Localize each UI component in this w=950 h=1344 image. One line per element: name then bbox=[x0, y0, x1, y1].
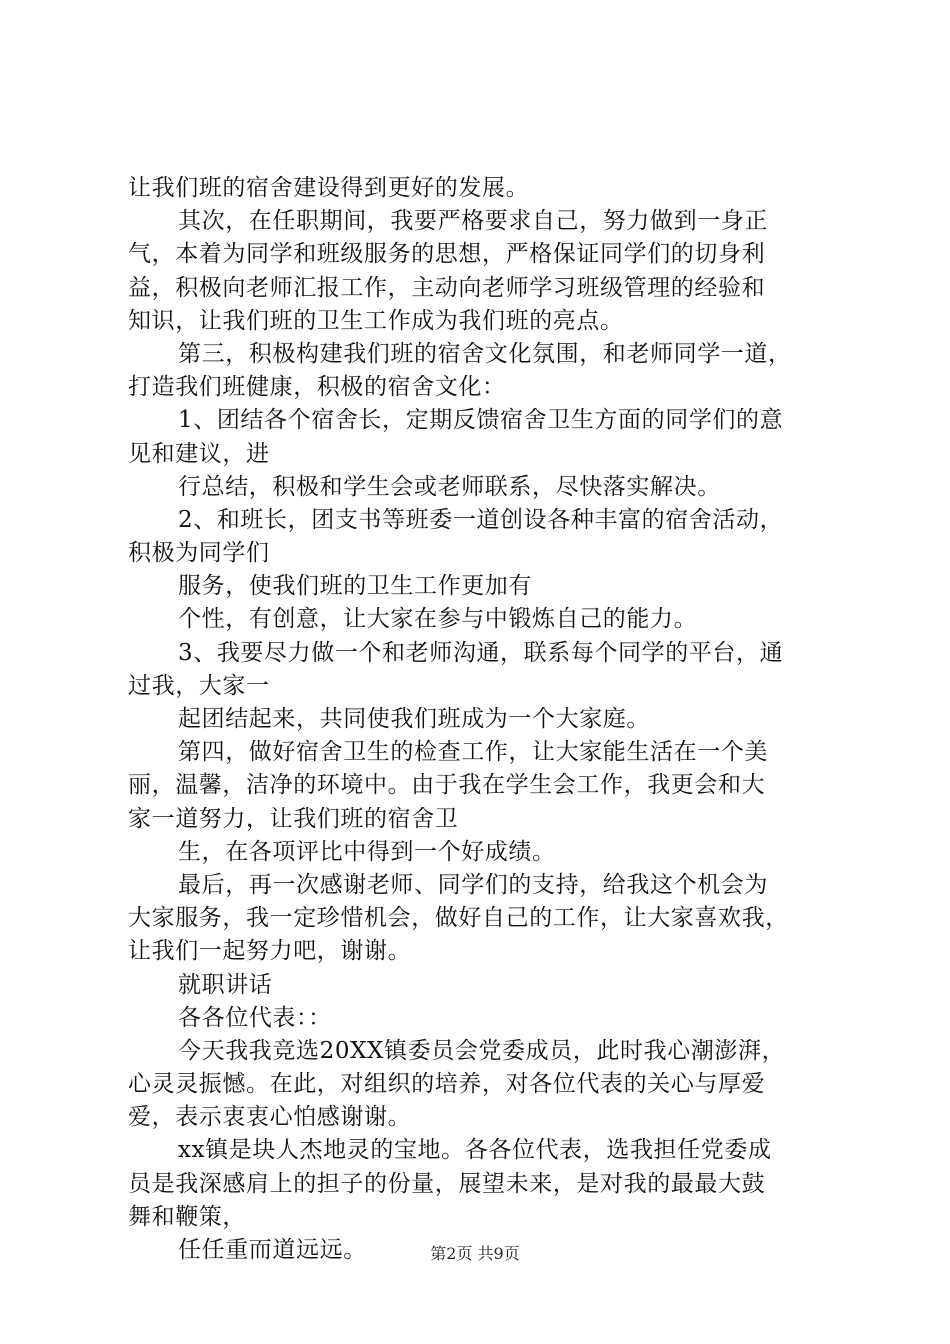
text-line: 益，积极向老师汇报工作，主动向老师学习班级管理的经验和 bbox=[128, 274, 766, 301]
text-line: 过我，大家一 bbox=[128, 672, 270, 699]
text-line: 第四，做好宿舍卫生的检查工作，让大家能生活在一个美 bbox=[178, 739, 768, 766]
text-line: 知识，让我们班的卫生工作成为我们班的亮点。 bbox=[128, 307, 624, 334]
page-footer: 第2页 共9页 bbox=[430, 1244, 520, 1263]
text-line: 服务，使我们班的卫生工作更加有 bbox=[178, 573, 532, 600]
text-line: 积极为同学们 bbox=[128, 540, 270, 567]
text-line: xx镇是块人杰地灵的宝地。各各位代表，选我担任党委成 bbox=[178, 1137, 772, 1164]
text-line: 3、我要尽力做一个和老师沟通，联系每个同学的平台，通 bbox=[178, 639, 784, 666]
text-line: 让我们班的宿舍建设得到更好的发展。 bbox=[128, 175, 530, 201]
text-line: 最后，再一次感谢老师、同学们的支持，给我这个机会为 bbox=[178, 871, 768, 898]
text-line: 心灵灵振憾。在此，对组织的培养，对各位代表的关心与厚爱 bbox=[128, 1071, 766, 1098]
text-line: 大家服务，我一定珍惜机会，做好自己的工作，让大家喜欢我， bbox=[128, 905, 789, 932]
text-line: 生，在各项评比中得到一个好成绩。 bbox=[178, 838, 556, 865]
text-line: 就职讲话 bbox=[178, 971, 273, 998]
text-line: 丽，温馨，洁净的环境中。由于我在学生会工作，我更会和大 bbox=[128, 772, 766, 799]
text-line: 第三，积极构建我们班的宿舍文化氛围，和老师同学一道， bbox=[178, 340, 792, 367]
text-line: 起团结起来，共同使我们班成为一个大家庭。 bbox=[178, 706, 650, 732]
text-line: 气，本着为同学和班级服务的思想，严格保证同学们的切身利 bbox=[128, 241, 766, 268]
text-line: 打造我们班健康，积极的宿舍文化： bbox=[128, 374, 506, 401]
text-line: 爱，表示衷衷心怕感谢谢。 bbox=[128, 1104, 412, 1131]
text-line: 家一道努力，让我们班的宿舍卫 bbox=[128, 805, 459, 832]
text-line: 个性，有创意，让大家在参与中锻炼自己的能力。 bbox=[178, 606, 698, 633]
text-line: 舞和鞭策， bbox=[128, 1203, 246, 1230]
text-line: 员是我深感肩上的担子的份量，展望未来，是对我的最最大鼓 bbox=[128, 1170, 766, 1197]
text-line: 让我们一起努力吧，谢谢。 bbox=[128, 938, 412, 965]
text-line: 各各位代表：： bbox=[178, 1004, 332, 1031]
text-line: 今天我我竞选20XX镇委员会党委成员，此时我心潮澎湃， bbox=[178, 1037, 786, 1064]
document-body bbox=[128, 172, 848, 1267]
text-line: 见和建议，进 bbox=[128, 440, 270, 467]
text-line: 其次，在任职期间，我要严格要求自己，努力做到一身正 bbox=[178, 208, 768, 235]
text-line: 行总结，积极和学生会或老师联系，尽快落实解决。 bbox=[178, 473, 721, 500]
text-line: 任任重而道远远。 bbox=[178, 1237, 367, 1263]
text-line: 1、团结各个宿舍长，定期反馈宿舍卫生方面的同学们的意 bbox=[178, 407, 784, 434]
text-line: 2、和班长，团支书等班委一道创设各种丰富的宿舍活动， bbox=[178, 506, 784, 533]
